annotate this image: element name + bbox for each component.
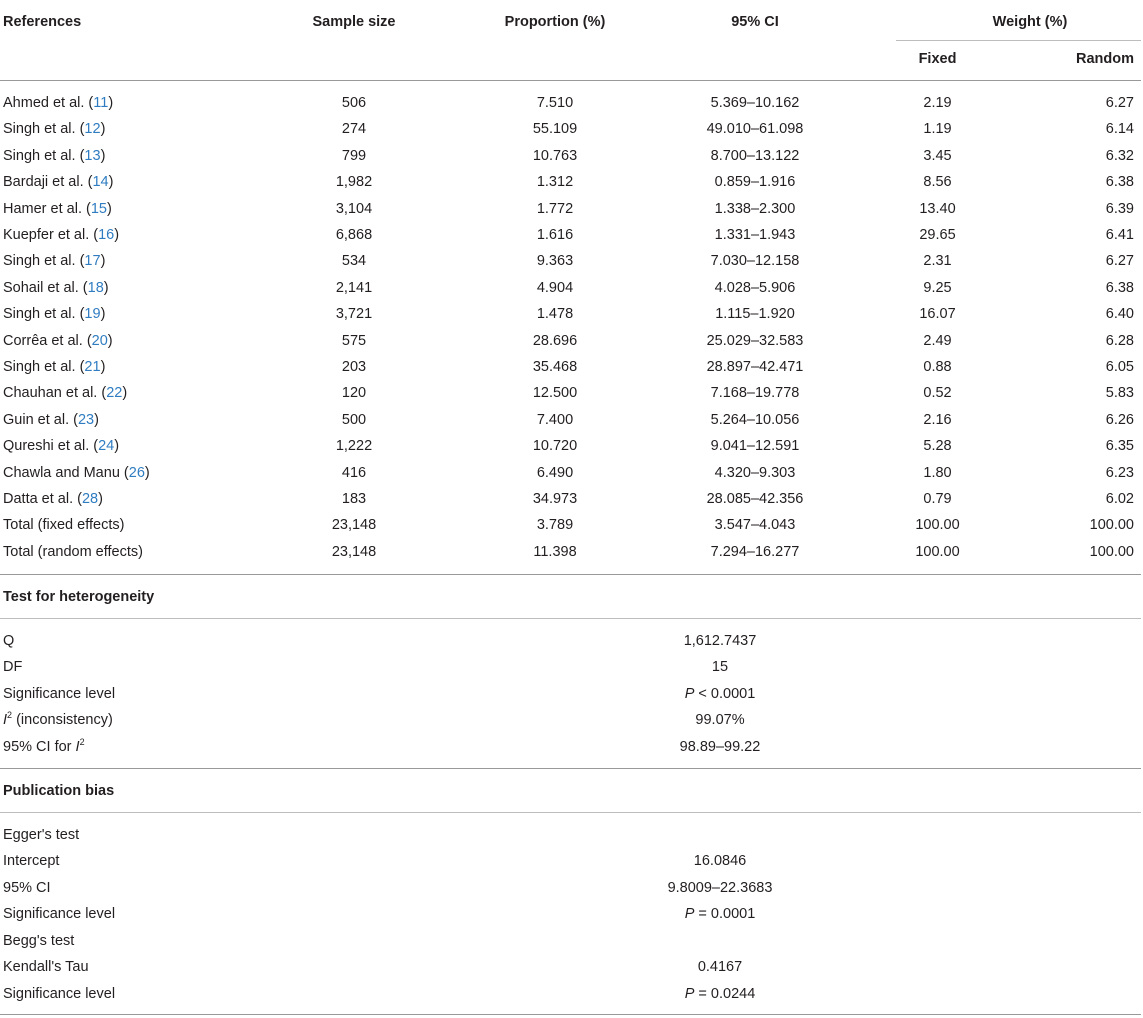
weight-random-cell: 5.83 bbox=[1105, 385, 1134, 401]
sample-size-cell: 6,868 bbox=[335, 227, 373, 243]
weight-random-cell: 6.40 bbox=[1105, 306, 1134, 322]
proportion-cell: 55.109 bbox=[532, 121, 578, 137]
header-sample-size: Sample size bbox=[312, 14, 396, 30]
author-text: Chauhan et al. ( bbox=[3, 385, 107, 401]
begg-label: Begg's test bbox=[3, 933, 75, 949]
egger-sig-value: P = 0.0001 bbox=[684, 906, 756, 922]
table-row-reference bbox=[3, 357, 105, 377]
weight-random-cell: 6.26 bbox=[1105, 412, 1134, 428]
header-weight: Weight (%) bbox=[992, 14, 1068, 30]
weight-random-cell: 6.35 bbox=[1105, 438, 1134, 454]
ci-cell: 4.028–5.906 bbox=[714, 280, 796, 296]
df-value: 15 bbox=[711, 659, 729, 675]
proportion-cell: 7.400 bbox=[536, 412, 574, 428]
sample-size-cell: 416 bbox=[341, 465, 367, 481]
citation-close-paren: ) bbox=[98, 491, 103, 507]
sample-size-cell: 120 bbox=[341, 385, 367, 401]
sample-size-cell: 799 bbox=[341, 148, 367, 164]
proportion-cell: 1.312 bbox=[536, 174, 574, 190]
weight-fixed-cell: 2.16 bbox=[923, 412, 952, 428]
author-text: Datta et al. ( bbox=[3, 491, 82, 507]
header-random: Random bbox=[1076, 51, 1134, 67]
proportion-cell: 9.363 bbox=[536, 253, 574, 269]
table-row-reference bbox=[3, 304, 105, 324]
table-row-reference bbox=[3, 331, 113, 351]
weight-random-cell: 6.41 bbox=[1105, 227, 1134, 243]
bottom-rule bbox=[0, 1014, 1141, 1015]
citation-link[interactable]: 17 bbox=[84, 253, 101, 269]
proportion-cell: 4.904 bbox=[536, 280, 574, 296]
weight-divider bbox=[896, 40, 1141, 41]
weight-random-cell: 100.00 bbox=[1089, 544, 1134, 560]
citation-link[interactable]: 12 bbox=[84, 121, 101, 137]
table-row-reference bbox=[3, 146, 105, 166]
citation-link[interactable]: 16 bbox=[98, 227, 115, 243]
weight-fixed-cell: 2.49 bbox=[923, 333, 952, 349]
i2-value: 99.07% bbox=[695, 712, 745, 728]
sample-size-cell: 1,222 bbox=[335, 438, 373, 454]
citation-link[interactable]: 18 bbox=[87, 280, 104, 296]
table-row-reference bbox=[3, 463, 150, 483]
header-proportion: Proportion (%) bbox=[504, 14, 606, 30]
weight-random-cell: 6.14 bbox=[1105, 121, 1134, 137]
citation-link[interactable]: 22 bbox=[106, 385, 123, 401]
author-text: Singh et al. ( bbox=[3, 121, 85, 137]
proportion-cell: 3.789 bbox=[536, 517, 574, 533]
bias-title: Publication bias bbox=[3, 783, 115, 799]
table-row-reference bbox=[3, 436, 119, 456]
table-row-reference bbox=[3, 278, 109, 298]
ci-cell: 7.030–12.158 bbox=[710, 253, 800, 269]
weight-fixed-cell: 0.79 bbox=[923, 491, 952, 507]
citation-close-paren: ) bbox=[144, 465, 150, 481]
bias-rule bbox=[0, 812, 1141, 813]
author-text: Hamer et al. ( bbox=[3, 201, 91, 217]
citation-close-paren: ) bbox=[100, 148, 106, 164]
author-text: Qureshi et al. ( bbox=[3, 438, 99, 454]
author-text: Total (fixed effects) bbox=[3, 517, 125, 533]
author-text: Singh et al. ( bbox=[3, 306, 85, 322]
proportion-cell: 34.973 bbox=[532, 491, 578, 507]
table-row-reference bbox=[3, 410, 99, 430]
citation-link[interactable]: 24 bbox=[98, 438, 115, 454]
ci-cell: 28.085–42.356 bbox=[706, 491, 804, 507]
ci-cell: 28.897–42.471 bbox=[706, 359, 804, 375]
author-text: Corrêa et al. ( bbox=[3, 333, 92, 349]
weight-random-cell: 6.02 bbox=[1105, 491, 1134, 507]
proportion-cell: 1.478 bbox=[536, 306, 574, 322]
sample-size-cell: 1,982 bbox=[335, 174, 373, 190]
citation-close-paren: ) bbox=[114, 227, 120, 243]
citation-close-paren: ) bbox=[114, 438, 120, 454]
author-text: Singh et al. ( bbox=[3, 148, 85, 164]
author-text: Sohail et al. ( bbox=[3, 280, 88, 296]
tau-label: Kendall's Tau bbox=[3, 959, 89, 975]
weight-fixed-cell: 29.65 bbox=[919, 227, 956, 243]
citation-link[interactable]: 15 bbox=[90, 201, 107, 217]
author-text: Guin et al. ( bbox=[3, 412, 78, 428]
sample-size-cell: 534 bbox=[341, 253, 367, 269]
weight-random-cell: 6.38 bbox=[1105, 280, 1134, 296]
sample-size-cell: 23,148 bbox=[331, 544, 377, 560]
sample-size-cell: 183 bbox=[341, 491, 367, 507]
weight-fixed-cell: 2.31 bbox=[923, 253, 952, 269]
author-text: Ahmed et al. ( bbox=[3, 95, 94, 111]
egger-label: Egger's test bbox=[3, 827, 80, 843]
table-row-reference bbox=[3, 251, 105, 271]
ci-cell: 1.115–1.920 bbox=[715, 306, 795, 322]
egger-ci-label: 95% CI bbox=[3, 880, 51, 896]
het-sig-value: P < 0.0001 bbox=[684, 686, 756, 702]
tau-value: 0.4167 bbox=[697, 959, 743, 975]
weight-fixed-cell: 16.07 bbox=[919, 306, 956, 322]
proportion-cell: 1.772 bbox=[536, 201, 574, 217]
citation-link[interactable]: 20 bbox=[91, 333, 108, 349]
sample-size-cell: 274 bbox=[341, 121, 367, 137]
weight-random-cell: 100.00 bbox=[1089, 517, 1134, 533]
citation-close-paren: ) bbox=[107, 333, 113, 349]
header-fixed: Fixed bbox=[918, 51, 957, 67]
i2-ci-value: 98.89–99.22 bbox=[679, 739, 761, 755]
weight-random-cell: 6.32 bbox=[1105, 148, 1134, 164]
header-rule bbox=[0, 80, 1141, 81]
sample-size-cell: 3,104 bbox=[335, 201, 373, 217]
het-sig-label: Significance level bbox=[3, 686, 116, 702]
citation-close-paren: ) bbox=[94, 412, 99, 428]
ci-cell: 1.338–2.300 bbox=[714, 201, 796, 217]
weight-fixed-cell: 3.45 bbox=[923, 148, 952, 164]
egger-sig-label: Significance level bbox=[3, 906, 116, 922]
proportion-cell: 10.720 bbox=[532, 438, 578, 454]
weight-random-cell: 6.23 bbox=[1105, 465, 1134, 481]
citation-close-paren: ) bbox=[103, 280, 109, 296]
author-text: Chawla and Manu ( bbox=[3, 465, 129, 481]
intercept-label: Intercept bbox=[3, 853, 60, 869]
weight-random-cell: 6.05 bbox=[1105, 359, 1134, 375]
df-label: DF bbox=[3, 659, 23, 675]
sample-size-cell: 2,141 bbox=[335, 280, 373, 296]
ci-cell: 7.294–16.277 bbox=[710, 544, 800, 560]
ci-cell: 4.320–9.303 bbox=[714, 465, 796, 481]
proportion-cell: 10.763 bbox=[532, 148, 578, 164]
citation-link[interactable]: 13 bbox=[84, 148, 101, 164]
table-row-reference bbox=[3, 489, 103, 509]
proportion-cell: 1.616 bbox=[536, 227, 574, 243]
citation-close-paren: ) bbox=[100, 306, 106, 322]
proportion-cell: 11.398 bbox=[533, 544, 577, 560]
citation-close-paren: ) bbox=[122, 385, 128, 401]
proportion-cell: 6.490 bbox=[536, 465, 574, 481]
heterogeneity-rule bbox=[0, 618, 1141, 619]
q-label: Q bbox=[3, 633, 15, 649]
citation-link[interactable]: 21 bbox=[84, 359, 101, 375]
sample-size-cell: 203 bbox=[341, 359, 367, 375]
table-row-reference bbox=[3, 225, 119, 245]
egger-ci-value: 9.8009–22.3683 bbox=[667, 880, 773, 896]
proportion-cell: 35.468 bbox=[532, 359, 578, 375]
citation-link[interactable]: 28 bbox=[81, 491, 99, 507]
table-row-reference bbox=[3, 542, 143, 562]
citation-close-paren: ) bbox=[106, 201, 112, 217]
weight-fixed-cell: 100.00 bbox=[915, 517, 960, 533]
weight-fixed-cell: 0.52 bbox=[923, 385, 952, 401]
proportion-cell: 7.510 bbox=[536, 95, 574, 111]
citation-link[interactable]: 26 bbox=[128, 465, 145, 481]
ci-cell: 49.010–61.098 bbox=[706, 121, 804, 137]
weight-fixed-cell: 8.56 bbox=[923, 174, 952, 190]
weight-fixed-cell: 2.19 bbox=[923, 95, 952, 111]
weight-random-cell: 6.27 bbox=[1105, 95, 1134, 111]
rule-after-heterogeneity bbox=[0, 768, 1141, 769]
ci-cell: 1.331–1.943 bbox=[714, 227, 796, 243]
ci-cell: 5.264–10.056 bbox=[710, 412, 800, 428]
ci-cell: 25.029–32.583 bbox=[706, 333, 804, 349]
citation-close-paren: ) bbox=[100, 359, 106, 375]
sample-size-cell: 23,148 bbox=[331, 517, 377, 533]
weight-random-cell: 6.39 bbox=[1105, 201, 1134, 217]
header-ci: 95% CI bbox=[731, 14, 779, 30]
table-row-reference bbox=[3, 383, 127, 403]
ci-cell: 5.369–10.162 bbox=[710, 95, 800, 111]
ci-cell: 8.700–13.122 bbox=[710, 148, 800, 164]
sample-size-cell: 3,721 bbox=[335, 306, 373, 322]
ci-cell: 9.041–12.591 bbox=[710, 438, 800, 454]
table-row-reference bbox=[3, 172, 113, 192]
table-row-reference bbox=[3, 119, 105, 139]
citation-close-paren: ) bbox=[100, 121, 106, 137]
table-row-reference bbox=[3, 93, 113, 113]
q-value: 1,612.7437 bbox=[683, 633, 757, 649]
ci-cell: 0.859–1.916 bbox=[714, 174, 796, 190]
weight-random-cell: 6.28 bbox=[1105, 333, 1134, 349]
citation-link[interactable]: 14 bbox=[92, 174, 109, 190]
author-text: Kuepfer et al. ( bbox=[3, 227, 99, 243]
author-text: Bardaji et al. ( bbox=[3, 174, 93, 190]
heterogeneity-title: Test for heterogeneity bbox=[3, 589, 155, 605]
rule-after-data bbox=[0, 574, 1141, 575]
citation-close-paren: ) bbox=[108, 174, 114, 190]
weight-fixed-cell: 13.40 bbox=[919, 201, 956, 217]
citation-close-paren: ) bbox=[100, 253, 106, 269]
i2-label: $I^2$ (inconsistency) bbox=[3, 710, 113, 728]
begg-sig-value: P = 0.0244 bbox=[684, 986, 756, 1002]
table-row-reference bbox=[3, 515, 124, 535]
citation-close-paren: ) bbox=[108, 95, 114, 111]
ci-cell: 3.547–4.043 bbox=[714, 517, 796, 533]
citation-link[interactable]: 11 bbox=[93, 95, 109, 111]
sample-size-cell: 575 bbox=[341, 333, 367, 349]
citation-link[interactable]: 19 bbox=[84, 306, 101, 322]
header-references: References bbox=[3, 14, 82, 30]
author-text: Singh et al. ( bbox=[3, 253, 85, 269]
weight-fixed-cell: 0.88 bbox=[923, 359, 952, 375]
i2-ci-label: 95% CI for $I^2$ bbox=[3, 737, 85, 755]
proportion-cell: 12.500 bbox=[532, 385, 578, 401]
author-text: Singh et al. ( bbox=[3, 359, 85, 375]
weight-fixed-cell: 1.80 bbox=[923, 465, 952, 481]
weight-fixed-cell: 100.00 bbox=[915, 544, 960, 560]
weight-random-cell: 6.38 bbox=[1105, 174, 1134, 190]
begg-sig-label: Significance level bbox=[3, 986, 116, 1002]
weight-fixed-cell: 9.25 bbox=[923, 280, 952, 296]
weight-random-cell: 6.27 bbox=[1105, 253, 1134, 269]
author-text: Total (random effects) bbox=[3, 544, 143, 560]
sample-size-cell: 506 bbox=[341, 95, 367, 111]
intercept-value: 16.0846 bbox=[693, 853, 747, 869]
sample-size-cell: 500 bbox=[341, 412, 367, 428]
proportion-cell: 28.696 bbox=[532, 333, 578, 349]
table-row-reference bbox=[3, 199, 112, 219]
weight-fixed-cell: 5.28 bbox=[923, 438, 952, 454]
weight-fixed-cell: 1.19 bbox=[923, 121, 952, 137]
citation-link[interactable]: 23 bbox=[77, 412, 95, 428]
ci-cell: 7.168–19.778 bbox=[710, 385, 800, 401]
